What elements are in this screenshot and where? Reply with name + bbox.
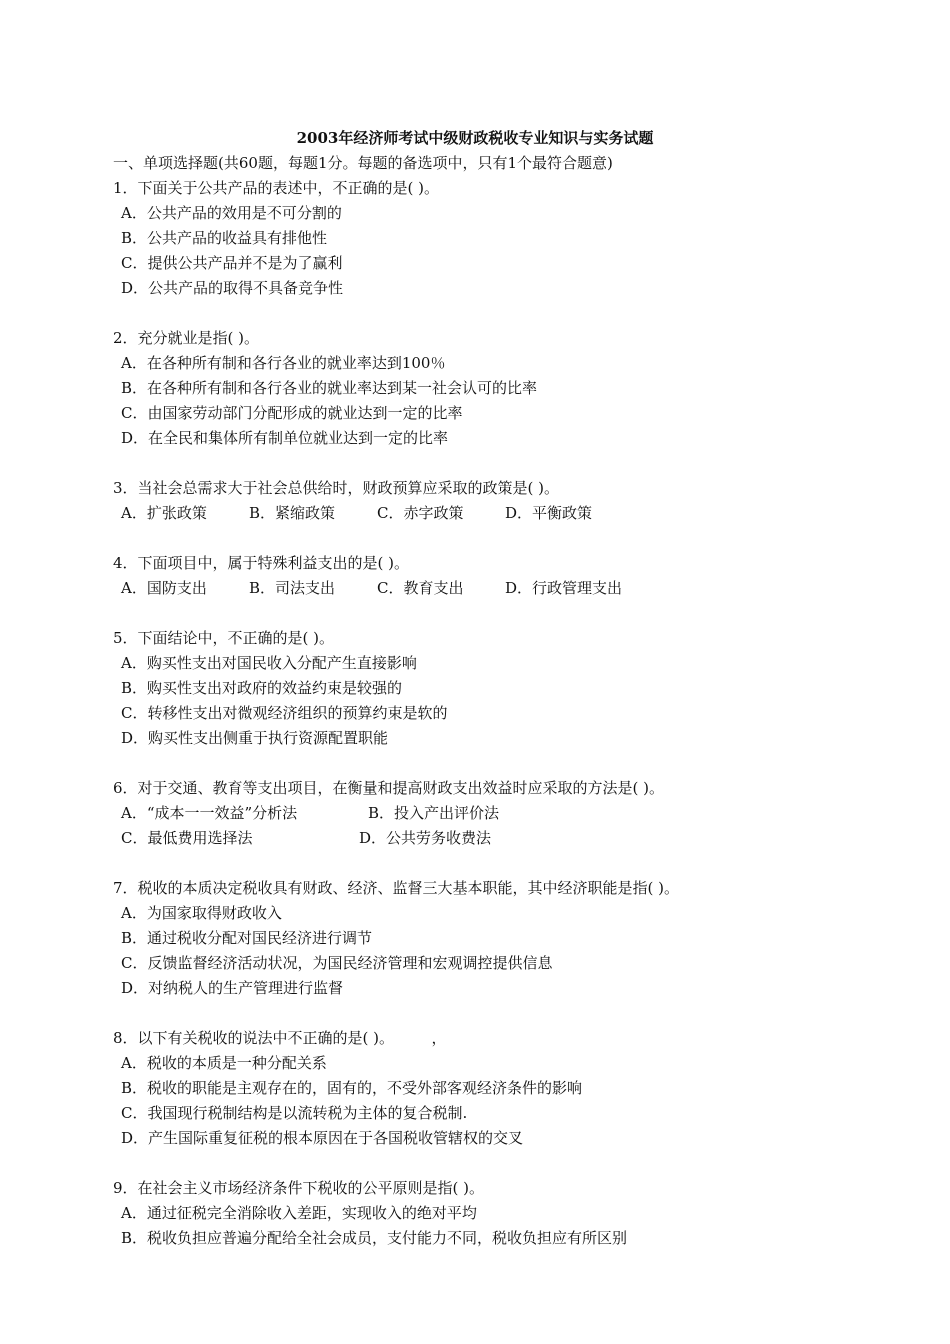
option-c: C．反馈监督经济活动状况，为国民经济管理和宏观调控提供信息 bbox=[121, 954, 553, 972]
option-a: A．扩张政策 bbox=[121, 504, 207, 522]
question-stem: 6．对于交通、教育等支出项目，在衡量和提高财政支出效益时应采取的方法是( )。 bbox=[113, 779, 665, 797]
question-stem: 2．充分就业是指( )。 bbox=[113, 329, 260, 347]
options-row bbox=[113, 503, 873, 528]
question-6 bbox=[113, 778, 873, 853]
option-b: B．购买性支出对政府的效益约束是较强的 bbox=[121, 679, 403, 697]
option-b: B．税收的职能是主观存在的，固有的，不受外部客观经济条件的影响 bbox=[121, 1079, 583, 1097]
option-a: A．税收的本质是一种分配关系 bbox=[121, 1054, 327, 1072]
option-c: C．提供公共产品并不是为了赢利 bbox=[121, 254, 343, 272]
document-title: 2003年经济师考试中级财政税收专业知识与实务试题 bbox=[296, 129, 654, 147]
option-d: D．公共产品的取得不具备竞争性 bbox=[121, 279, 344, 297]
option-b: B．司法支出 bbox=[249, 579, 336, 597]
question-stem: 1．下面关于公共产品的表述中，不正确的是( )。 bbox=[113, 179, 440, 197]
option-d: D．平衡政策 bbox=[505, 504, 593, 522]
option-d: D．公共劳务收费法 bbox=[359, 829, 492, 847]
question-stem: 9．在社会主义市场经济条件下税收的公平原则是指( )。 bbox=[113, 1179, 485, 1197]
option-a: A．购买性支出对国民收入分配产生直接影响 bbox=[121, 654, 417, 672]
question-2 bbox=[113, 328, 873, 453]
option-d: D．对纳税人的生产管理进行监督 bbox=[121, 979, 344, 997]
option-a: A．公共产品的效用是不可分割的 bbox=[121, 204, 342, 222]
question-stem: 4．下面项目中，属于特殊利益支出的是( )。 bbox=[113, 554, 410, 572]
options-row bbox=[113, 578, 873, 603]
question-5 bbox=[113, 628, 873, 753]
question-4 bbox=[113, 553, 873, 603]
question-stem: 8．以下有关税收的说法中不正确的是( )。 ， bbox=[113, 1029, 447, 1047]
option-b: B．在各种所有制和各行各业的就业率达到某一社会认可的比率 bbox=[121, 379, 538, 397]
option-c: C．最低费用选择法 bbox=[121, 829, 253, 847]
option-d: D．购买性支出侧重于执行资源配置职能 bbox=[121, 729, 389, 747]
option-b: B．投入产出评价法 bbox=[368, 804, 500, 822]
question-1 bbox=[113, 178, 873, 303]
option-c: C．我国现行税制结构是以流转税为主体的复合税制. bbox=[121, 1104, 468, 1122]
question-3 bbox=[113, 478, 873, 528]
question-list bbox=[113, 178, 873, 1278]
option-b: B．税收负担应普遍分配给全社会成员，支付能力不同，税收负担应有所区别 bbox=[121, 1229, 628, 1247]
question-7 bbox=[113, 878, 873, 1003]
question-stem: 3．当社会总需求大于社会总供给时，财政预算应采取的政策是( )。 bbox=[113, 479, 560, 497]
option-c: C．由国家劳动部门分配形成的就业达到一定的比率 bbox=[121, 404, 463, 422]
option-c: C．赤字政策 bbox=[377, 504, 464, 522]
option-c: C．转移性支出对微观经济组织的预算约束是软的 bbox=[121, 704, 448, 722]
question-8 bbox=[113, 1028, 873, 1153]
section-heading: 一、单项选择题(共60题，每题1分。每题的备选项中，只有1个最符合题意) bbox=[113, 154, 613, 172]
option-d: D．行政管理支出 bbox=[505, 579, 623, 597]
options-row bbox=[113, 803, 873, 828]
option-a: A．通过征税完全消除收入差距，实现收入的绝对平均 bbox=[121, 1204, 477, 1222]
option-b: B．紧缩政策 bbox=[249, 504, 336, 522]
option-d: D．产生国际重复征税的根本原因在于各国税收管辖权的交叉 bbox=[121, 1129, 524, 1147]
option-d: D．在全民和集体所有制单位就业达到一定的比率 bbox=[121, 429, 449, 447]
option-a: A．在各种所有制和各行各业的就业率达到100％ bbox=[121, 354, 446, 372]
option-a: A．为国家取得财政收入 bbox=[121, 904, 282, 922]
question-9 bbox=[113, 1178, 873, 1253]
question-stem: 7．税收的本质决定税收具有财政、经济、监督三大基本职能，其中经济职能是指( )。 bbox=[113, 879, 680, 897]
options-row bbox=[113, 828, 873, 853]
option-c: C．教育支出 bbox=[377, 579, 464, 597]
option-b: B．通过税收分配对国民经济进行调节 bbox=[121, 929, 373, 947]
question-stem: 5．下面结论中，不正确的是( )。 bbox=[113, 629, 335, 647]
option-a: A．国防支出 bbox=[121, 579, 207, 597]
option-b: B．公共产品的收益具有排他性 bbox=[121, 229, 328, 247]
option-a: A．“成本一一效益”分析法 bbox=[121, 804, 298, 822]
